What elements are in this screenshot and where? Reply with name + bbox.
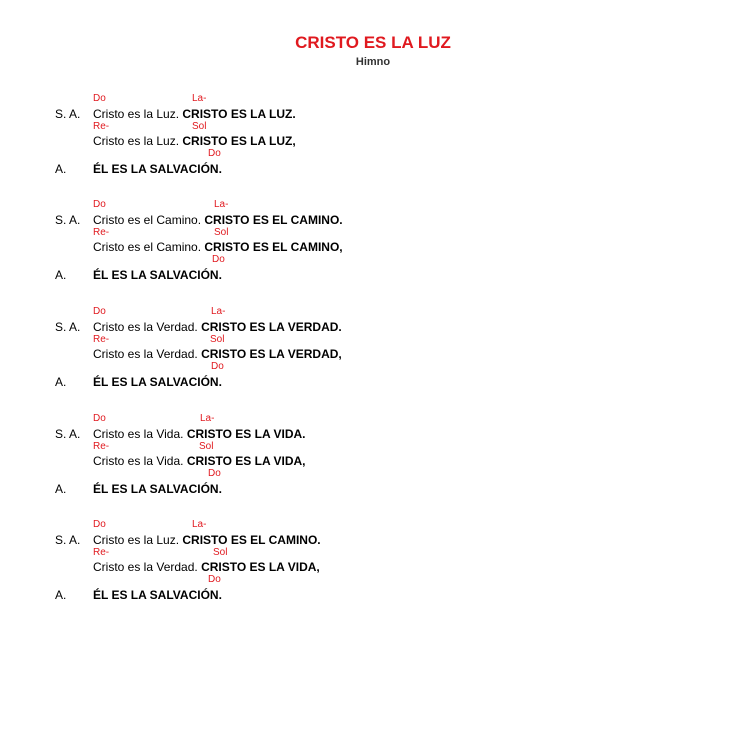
chord: Do [211, 361, 224, 372]
verse-response: CRISTO ES LA LUZ. [182, 107, 296, 121]
chord: La- [192, 93, 207, 104]
verse-text: Cristo es la Verdad. [93, 560, 202, 574]
voice-label: S. A. [55, 427, 81, 441]
verse-text: Cristo es la Verdad. [93, 320, 202, 334]
verse-text: Cristo es la Verdad. [93, 347, 202, 361]
chord: Do [93, 93, 106, 104]
chord: La- [214, 199, 229, 210]
refrain-line: ÉL ES LA SALVACIÓN. [93, 268, 222, 282]
stanza-5 [0, 519, 746, 609]
chord: Re- [93, 334, 110, 345]
verse-line [93, 240, 343, 254]
chord: Re- [93, 547, 110, 558]
verse-text: Cristo es la Luz. [93, 107, 183, 121]
verse-response: CRISTO ES LA VIDA, [186, 454, 306, 468]
verse-response: CRISTO ES LA VERDAD. [201, 320, 342, 334]
stanza-4 [0, 413, 746, 503]
chord: Do [93, 413, 106, 424]
voice-label: A. [55, 162, 67, 176]
refrain-line: ÉL ES LA SALVACIÓN. [93, 375, 222, 389]
verse-line [93, 533, 321, 547]
verse-text: Cristo es la Vida. [93, 454, 187, 468]
chord: Re- [93, 441, 110, 452]
chord: La- [192, 519, 207, 530]
chord: Sol [210, 334, 225, 345]
voice-label: A. [55, 375, 67, 389]
chord: Sol [192, 121, 207, 132]
verse-line [93, 213, 343, 227]
verse-line [93, 320, 342, 334]
verse-line [93, 134, 296, 148]
chord: Do [208, 574, 221, 585]
chord: Do [208, 468, 221, 479]
verse-line [93, 560, 320, 574]
verse-response: CRISTO ES EL CAMINO. [204, 213, 343, 227]
refrain-line: ÉL ES LA SALVACIÓN. [93, 588, 222, 602]
chord: Sol [213, 547, 228, 558]
chord: Re- [93, 227, 110, 238]
verse-response: CRISTO ES LA VIDA. [186, 427, 306, 441]
verse-response: CRISTO ES EL CAMINO, [204, 240, 343, 254]
voice-label: S. A. [55, 320, 81, 334]
verse-text: Cristo es la Luz. [93, 134, 183, 148]
voice-label: A. [55, 588, 67, 602]
verse-line [93, 427, 306, 441]
voice-label: S. A. [55, 213, 81, 227]
verse-text: Cristo es el Camino. [93, 213, 205, 227]
chord: La- [211, 306, 226, 317]
verse-line [93, 454, 306, 468]
chord: Do [208, 148, 221, 159]
chord: Re- [93, 121, 110, 132]
chord: La- [200, 413, 215, 424]
voice-label: A. [55, 268, 67, 282]
verse-response: CRISTO ES LA LUZ, [182, 134, 296, 148]
chord: Sol [199, 441, 214, 452]
verse-response: CRISTO ES EL CAMINO. [182, 533, 321, 547]
chord: Do [212, 254, 225, 265]
stanza-2 [0, 199, 746, 289]
chord: Sol [214, 227, 229, 238]
refrain-line: ÉL ES LA SALVACIÓN. [93, 162, 222, 176]
voice-label: S. A. [55, 533, 81, 547]
chord: Do [93, 199, 106, 210]
verse-text: Cristo es la Luz. [93, 533, 183, 547]
verse-response: CRISTO ES LA VIDA, [201, 560, 320, 574]
chord: Do [93, 306, 106, 317]
stanza-1 [0, 93, 746, 183]
verse-text: Cristo es la Vida. [93, 427, 187, 441]
verse-line [93, 347, 342, 361]
voice-label: S. A. [55, 107, 81, 121]
refrain-line: ÉL ES LA SALVACIÓN. [93, 482, 222, 496]
chord: Do [93, 519, 106, 530]
verse-line [93, 107, 296, 121]
verse-response: CRISTO ES LA VERDAD, [201, 347, 342, 361]
stanza-3 [0, 306, 746, 396]
verse-text: Cristo es el Camino. [93, 240, 205, 254]
page-title: CRISTO ES LA LUZ [295, 33, 451, 52]
voice-label: A. [55, 482, 67, 496]
page-subtitle: Himno [355, 56, 391, 68]
